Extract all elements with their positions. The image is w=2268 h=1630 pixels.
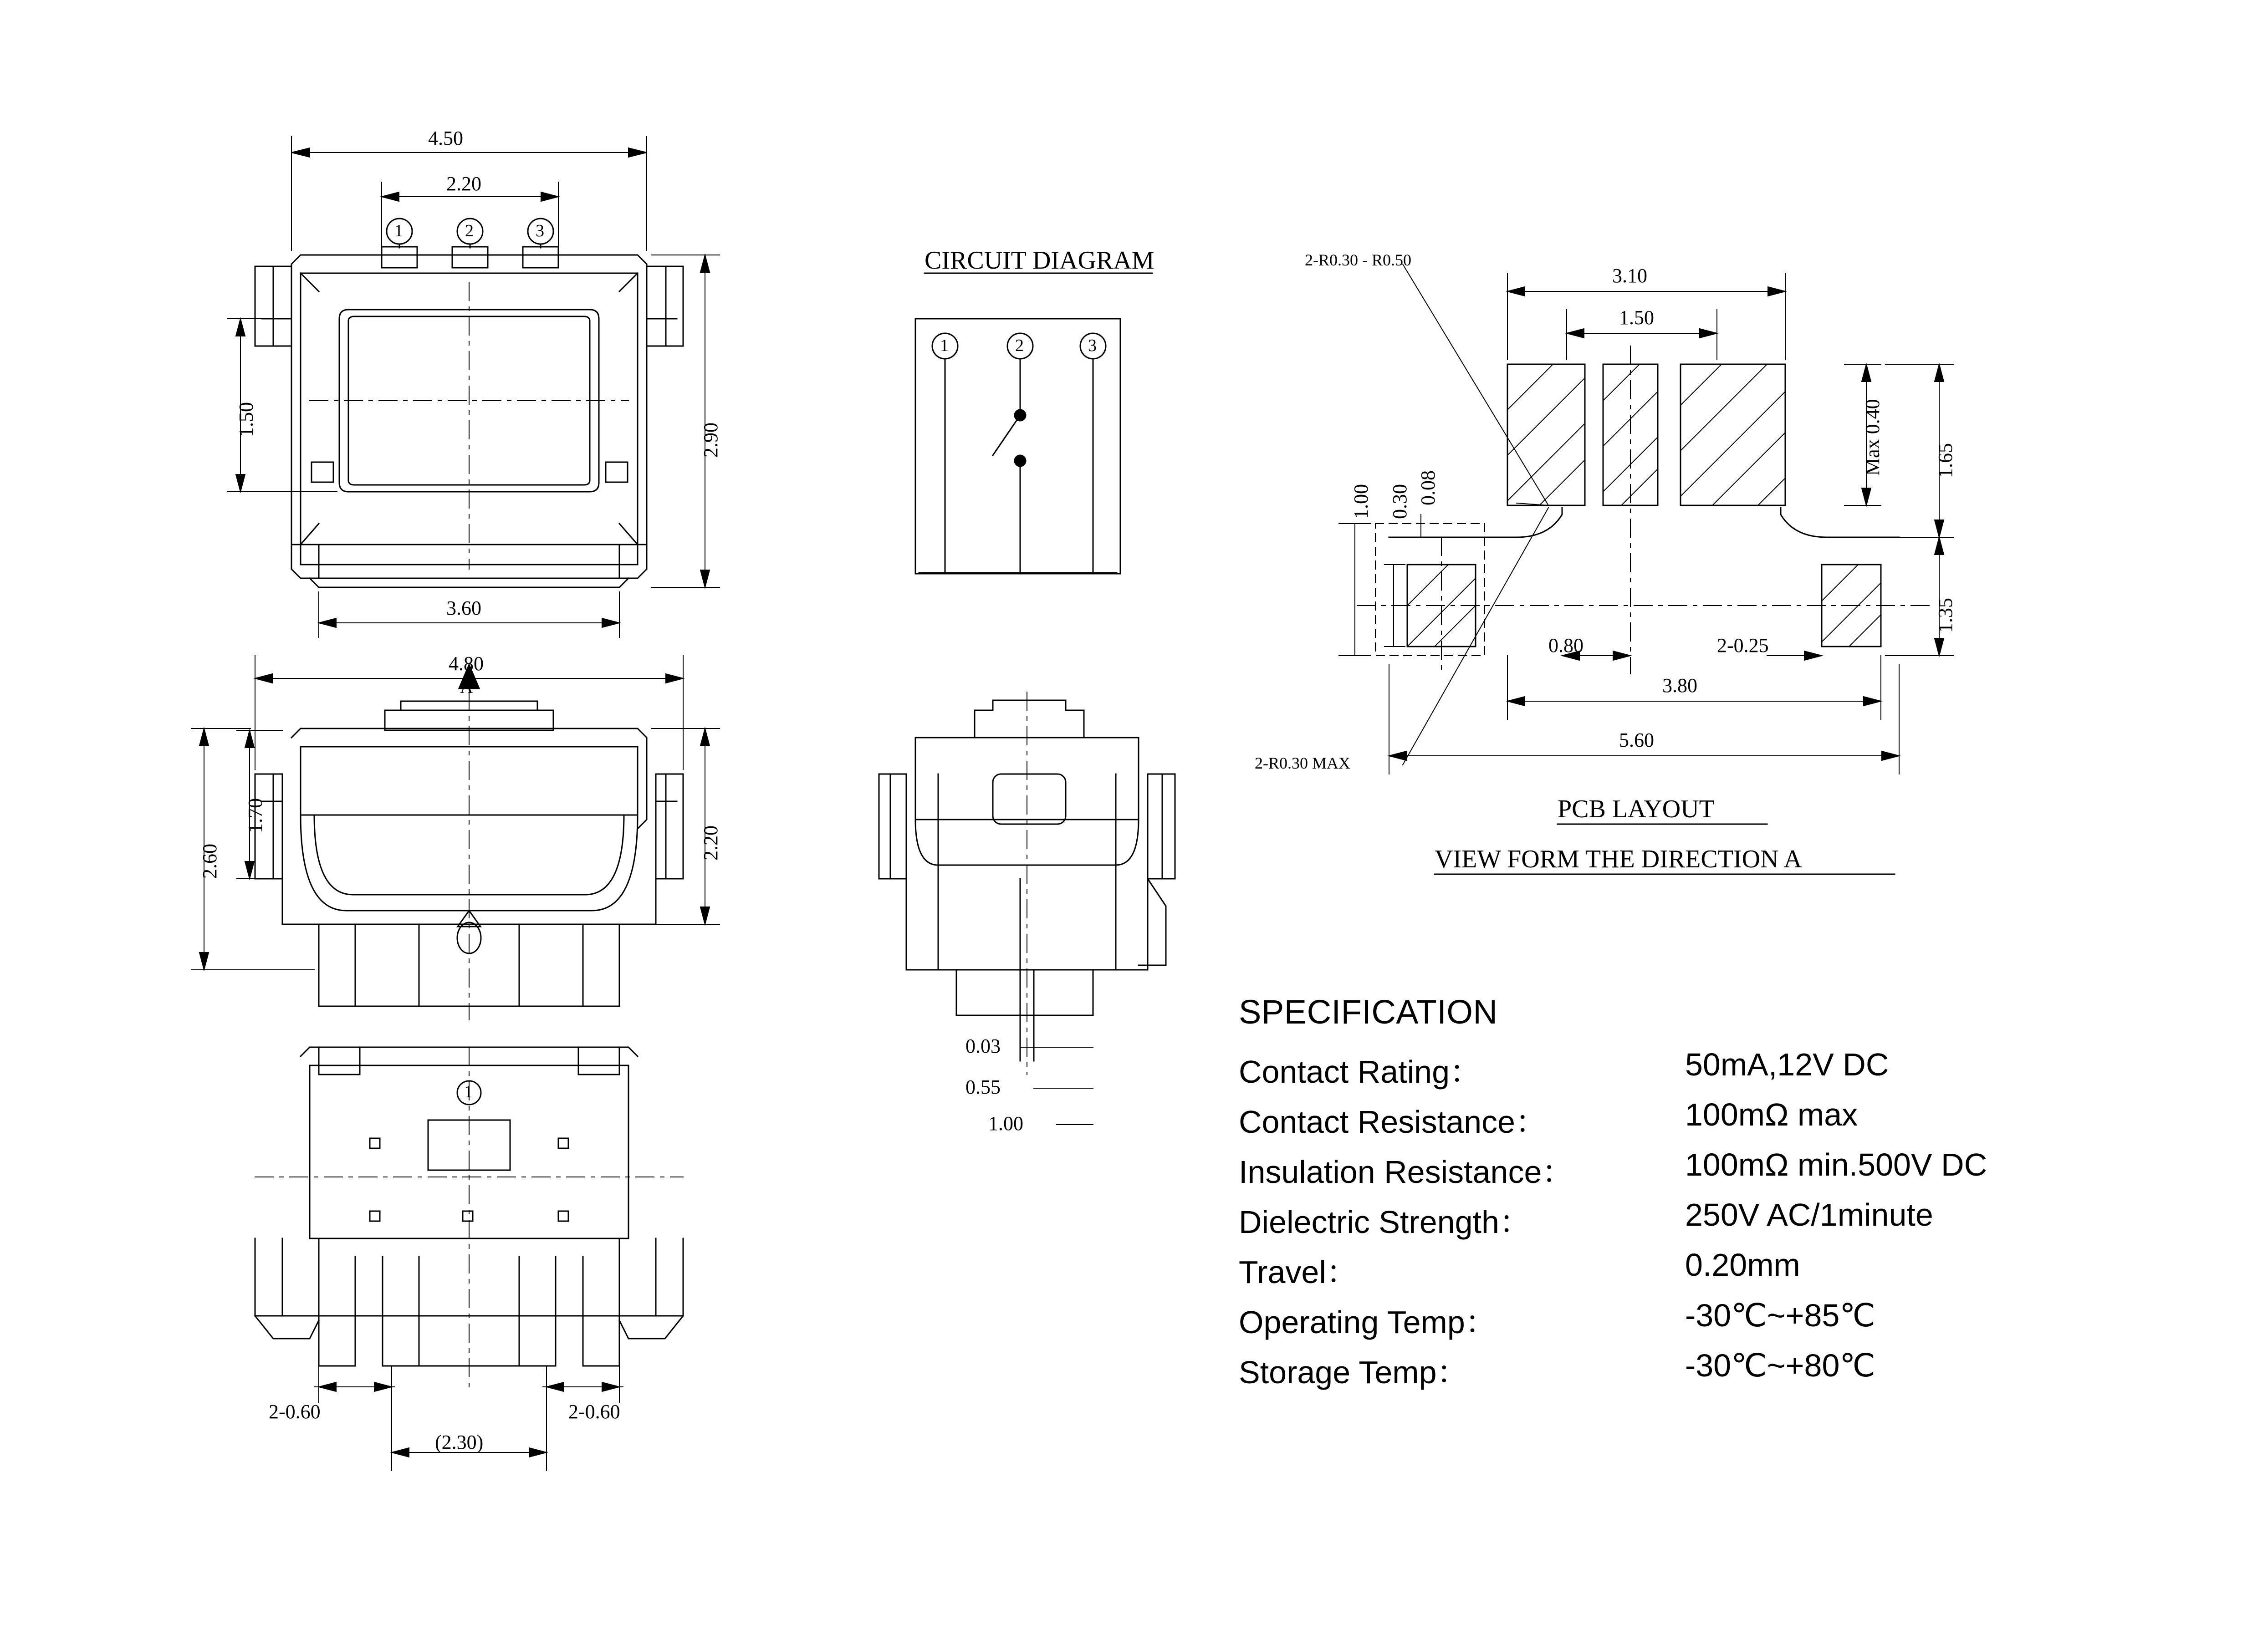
- spec-value-travel: 0.20mm: [1685, 1247, 1800, 1283]
- top-pin-1-label: 1: [394, 221, 403, 240]
- top-pin-2-label: 2: [465, 221, 474, 240]
- dim-pcb-right-total: 1.65: [1934, 443, 1956, 478]
- pcb-view-direction-title: VIEW FORM THE DIRECTION A: [1435, 845, 1802, 873]
- side-view-geometry: [879, 692, 1175, 1075]
- spec-label-storage-temp: Storage Temp：: [1239, 1355, 1469, 1390]
- top-view-dimensions: [228, 137, 720, 637]
- specification-title: SPECIFICATION: [1239, 993, 1498, 1031]
- dim-side-d2: 0.55: [965, 1076, 1001, 1098]
- circuit-diagram-title: CIRCUIT DIAGRAM: [925, 246, 1154, 275]
- dim-front-overall-width: 4.80: [449, 652, 484, 675]
- top-view-geometry: [255, 219, 683, 587]
- spec-value-operating-temp: -30℃~+85℃: [1685, 1298, 1876, 1333]
- spec-label-operating-temp: Operating Temp：: [1239, 1304, 1497, 1340]
- dim-bottom-center: (2.30): [435, 1431, 484, 1453]
- circuit-diagram-geometry: [915, 319, 1120, 574]
- dim-top-overall-height: 2.90: [700, 423, 722, 458]
- spec-value-dielectric-strength: 250V AC/1minute: [1685, 1197, 1933, 1233]
- dim-front-height-inner: 1.70: [244, 798, 266, 833]
- dim-top-inner-height: 1.50: [235, 402, 257, 437]
- dim-top-overall-width: 4.50: [428, 127, 463, 149]
- pcb-layout-title: PCB LAYOUT: [1558, 795, 1715, 823]
- bottom-pin-1-label: 1: [464, 1082, 473, 1101]
- dim-pcb-inner-span: 1.50: [1619, 306, 1654, 329]
- dim-pcb-hole: 2-0.25: [1717, 634, 1769, 657]
- dim-pcb-right-lower: 1.35: [1934, 598, 1956, 633]
- dim-bottom-pad-left: 2-0.60: [269, 1401, 321, 1423]
- spec-label-insulation-resistance: Insulation Resistance：: [1239, 1154, 1574, 1190]
- direction-marker-a: A: [460, 677, 473, 697]
- dim-pcb-left-3: 0.08: [1417, 470, 1439, 505]
- circuit-terminal-3-label: 3: [1088, 336, 1097, 355]
- spec-value-contact-rating: 50mA,12V DC: [1685, 1047, 1889, 1082]
- dim-pcb-left-2: 0.30: [1389, 484, 1411, 519]
- dim-pcb-bottom-gap: 0.80: [1548, 634, 1584, 657]
- spec-value-contact-resistance: 100mΩ max: [1685, 1097, 1858, 1132]
- dim-front-height-right: 2.20: [700, 825, 722, 861]
- pcb-layout-geometry: [1357, 346, 1931, 674]
- dim-pcb-mid-span: 3.80: [1662, 674, 1697, 697]
- note-radius-top: 2-R0.30 - R0.50: [1305, 251, 1411, 269]
- note-radius-bottom: 2-R0.30 MAX: [1255, 754, 1351, 772]
- spec-label-travel: Travel：: [1239, 1254, 1358, 1290]
- spec-value-storage-temp: -30℃~+80℃: [1685, 1348, 1876, 1383]
- dim-pcb-top-span: 3.10: [1612, 265, 1647, 287]
- dim-pcb-left-1: 1.00: [1350, 484, 1372, 519]
- front-view-geometry: [255, 665, 683, 1020]
- dim-side-d1: 0.03: [965, 1035, 1001, 1057]
- spec-label-contact-resistance: Contact Resistance：: [1239, 1104, 1547, 1140]
- circuit-terminal-1-label: 1: [940, 336, 949, 355]
- dim-pcb-overall: 5.60: [1619, 729, 1654, 751]
- dim-pcb-max-height: Max 0.40: [1861, 399, 1884, 476]
- front-view-dimensions: [191, 656, 720, 970]
- dim-top-pad-span: 2.20: [446, 173, 481, 195]
- top-pin-3-label: 3: [536, 221, 544, 240]
- dim-front-height-total: 2.60: [199, 844, 221, 879]
- circuit-terminal-2-label: 2: [1015, 336, 1024, 355]
- spec-label-contact-rating: Contact Rating：: [1239, 1054, 1482, 1090]
- pcb-dimensions: [1339, 264, 1954, 774]
- dim-side-d3: 1.00: [988, 1112, 1023, 1135]
- dim-top-body-width: 3.60: [446, 597, 481, 619]
- spec-value-insulation-resistance: 100mΩ min.500V DC: [1685, 1147, 1987, 1182]
- side-view-dimensions: [1020, 1047, 1093, 1125]
- dim-bottom-pad-right: 2-0.60: [568, 1401, 620, 1423]
- spec-label-dielectric-strength: Dielectric Strength：: [1239, 1204, 1531, 1240]
